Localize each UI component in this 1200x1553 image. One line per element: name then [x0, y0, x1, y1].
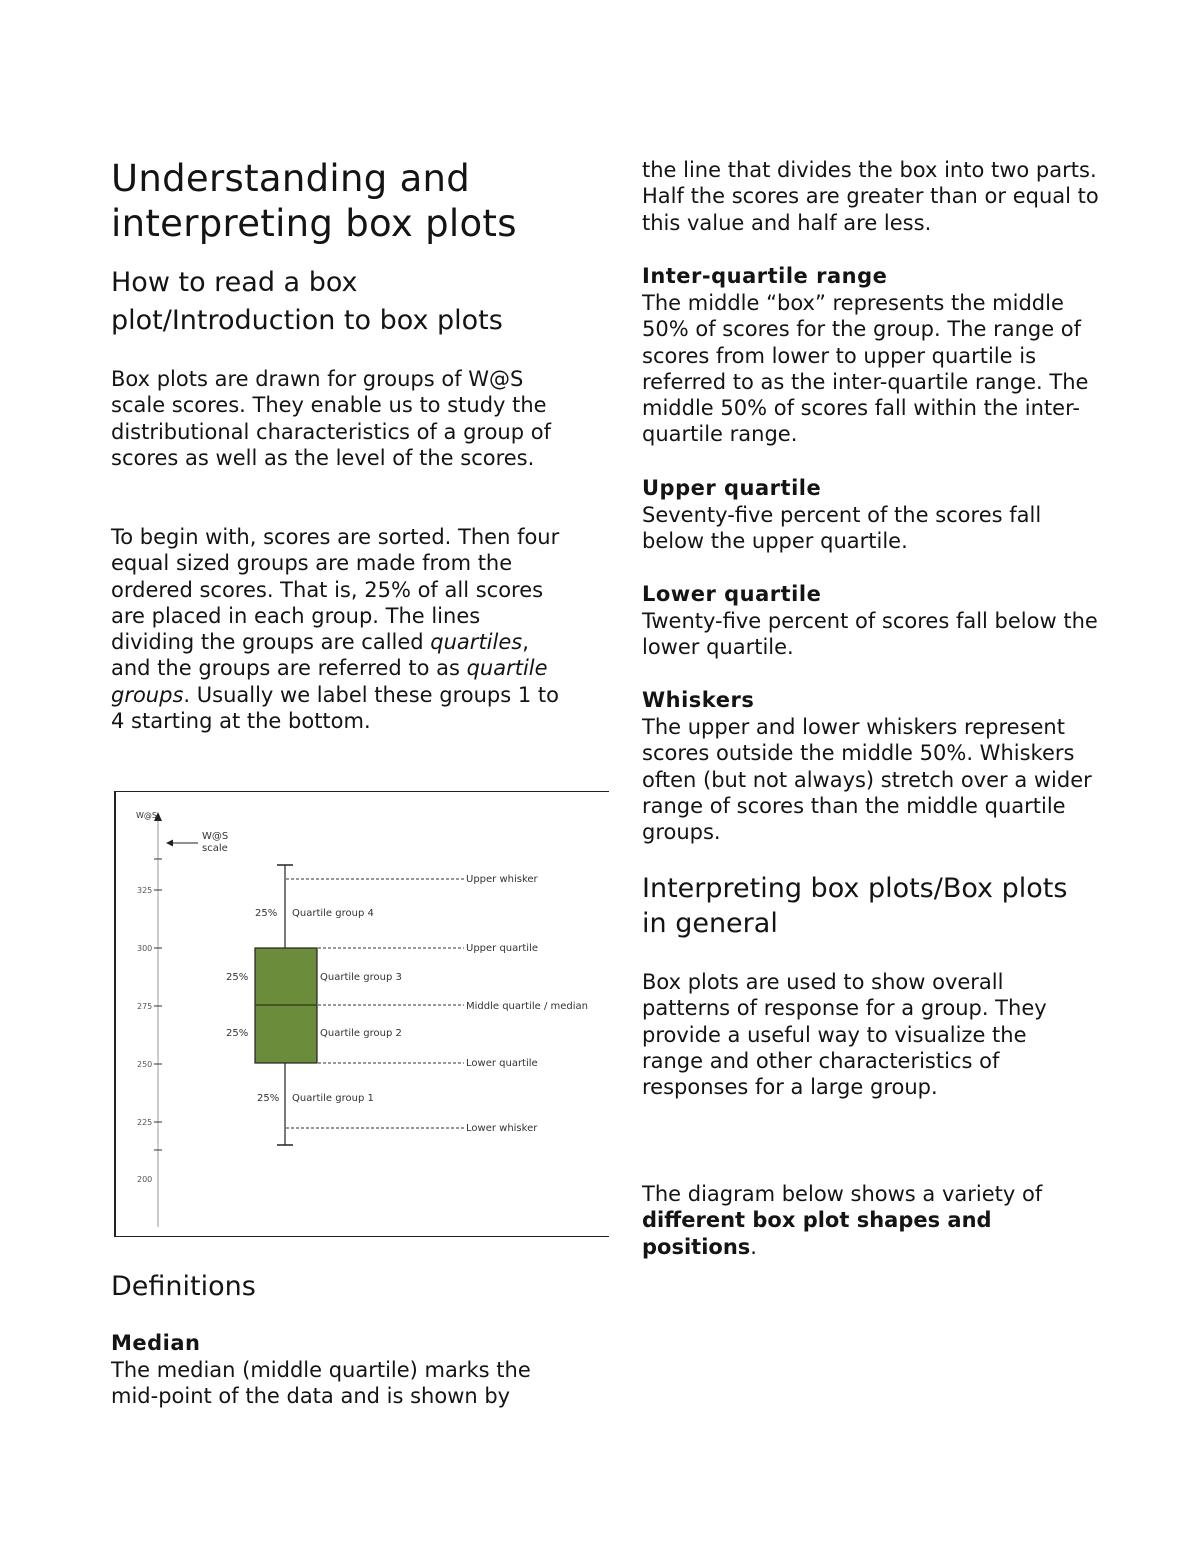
label-group-1: Quartile group 1 — [292, 1093, 374, 1104]
intro-paragraph-2 — [111, 524, 561, 734]
whiskers-heading: Whiskers — [642, 688, 755, 712]
section-heading-interpreting: Interpreting box plots/Box plots in general — [642, 873, 1068, 939]
label-median: Middle quartile / median — [466, 1001, 588, 1012]
median-heading: Median — [111, 1331, 201, 1355]
label-group-3: Quartile group 3 — [320, 972, 402, 983]
scale-label-line2: scale — [202, 843, 228, 854]
intro-p2-part1: To begin with, scores are sorted. Then four equal sized groups are made from the ordered scores. That is, 25% of all scores are placed in each group. The lines dividing the groups are called — [111, 525, 560, 655]
axis-top-label: W@S — [136, 811, 157, 820]
pct-group-3: 25% — [226, 972, 249, 983]
pct-group-2: 25% — [226, 1028, 249, 1039]
term-quartile-groups: quartile groups — [111, 656, 548, 707]
label-upper-whisker: Upper whisker — [466, 874, 538, 885]
label-group-4: Quartile group 4 — [292, 908, 374, 919]
tick-label: 275 — [137, 1002, 153, 1011]
intro-paragraph-1: Box plots are drawn for groups of W@S scale scores. They enable us to study the distributional characteristics of a group of scores as well as the level of the scores. — [111, 367, 551, 470]
box-plot-diagram — [114, 791, 609, 1237]
median-text-part1: The median (middle quartile) marks the mid-point of the data and is shown by — [111, 1358, 531, 1409]
lower-quartile-heading: Lower quartile — [642, 582, 822, 606]
tick-label: 300 — [137, 944, 153, 953]
label-lower-quartile: Lower quartile — [466, 1058, 538, 1069]
definitions-heading: Definitions — [111, 1271, 256, 1302]
label-upper-quartile: Upper quartile — [466, 943, 539, 954]
diagram-intro-part1: The diagram below shows a variety of — [642, 1182, 1043, 1206]
tick-label: 200 — [137, 1175, 153, 1184]
lower-quartile-text: Twenty-five percent of scores fall below the lower quartile. — [642, 609, 1098, 660]
tick-label: 325 — [137, 886, 153, 895]
diagram-intro-bold: different box plot shapes and positions — [642, 1208, 992, 1259]
iqr-text: The middle “box” represents the middle 50% of scores for the group. The range of scores from lower to upper quartile is referred to as the inter-quartile range. The middle 50% of scores fall within the inter-quartile range. — [642, 291, 1089, 447]
label-lower-whisker: Lower whisker — [466, 1123, 538, 1134]
term-quartiles: quartiles — [430, 630, 523, 655]
pct-group-4: 25% — [255, 908, 278, 919]
section-heading-how-to-read: How to read a box plot/Introduction to box plots — [111, 267, 503, 336]
interpreting-text: Box plots are used to show overall patterns of response for a group. They provide a useful way to visualize the range and other characteristics of responses for a large group. — [642, 970, 1047, 1100]
iqr-heading: Inter-quartile range — [642, 264, 888, 288]
scale-label-line1: W@S — [202, 831, 229, 842]
whiskers-text: The upper and lower whiskers represent scores outside the middle 50%. Whiskers often (but not always) stretch over a wider range of scores than the middle quartile groups. — [642, 715, 1092, 845]
scale-pointer-arrow-icon — [166, 840, 173, 847]
intro-p2-part3: . Usually we label these groups 1 to 4 starting at the bottom. — [111, 682, 559, 734]
label-group-2: Quartile group 2 — [320, 1028, 402, 1039]
tick-label: 250 — [137, 1060, 153, 1069]
upper-quartile-heading: Upper quartile — [642, 476, 822, 500]
upper-quartile-text: Seventy-five percent of the scores fall below the upper quartile. — [642, 503, 1042, 554]
pct-group-1: 25% — [257, 1093, 280, 1104]
page-title: Understanding and interpreting box plots — [111, 157, 517, 245]
diagram-intro-part2: . — [750, 1234, 757, 1259]
diagram-intro-text — [642, 1181, 1082, 1260]
tick-label: 225 — [137, 1118, 153, 1127]
intro-p2-part2: , and the groups are referred to as — [111, 630, 529, 681]
median-text-part2: the line that divides the box into two parts. Half the scores are greater than or equal to this value and half are less. — [642, 158, 1099, 235]
